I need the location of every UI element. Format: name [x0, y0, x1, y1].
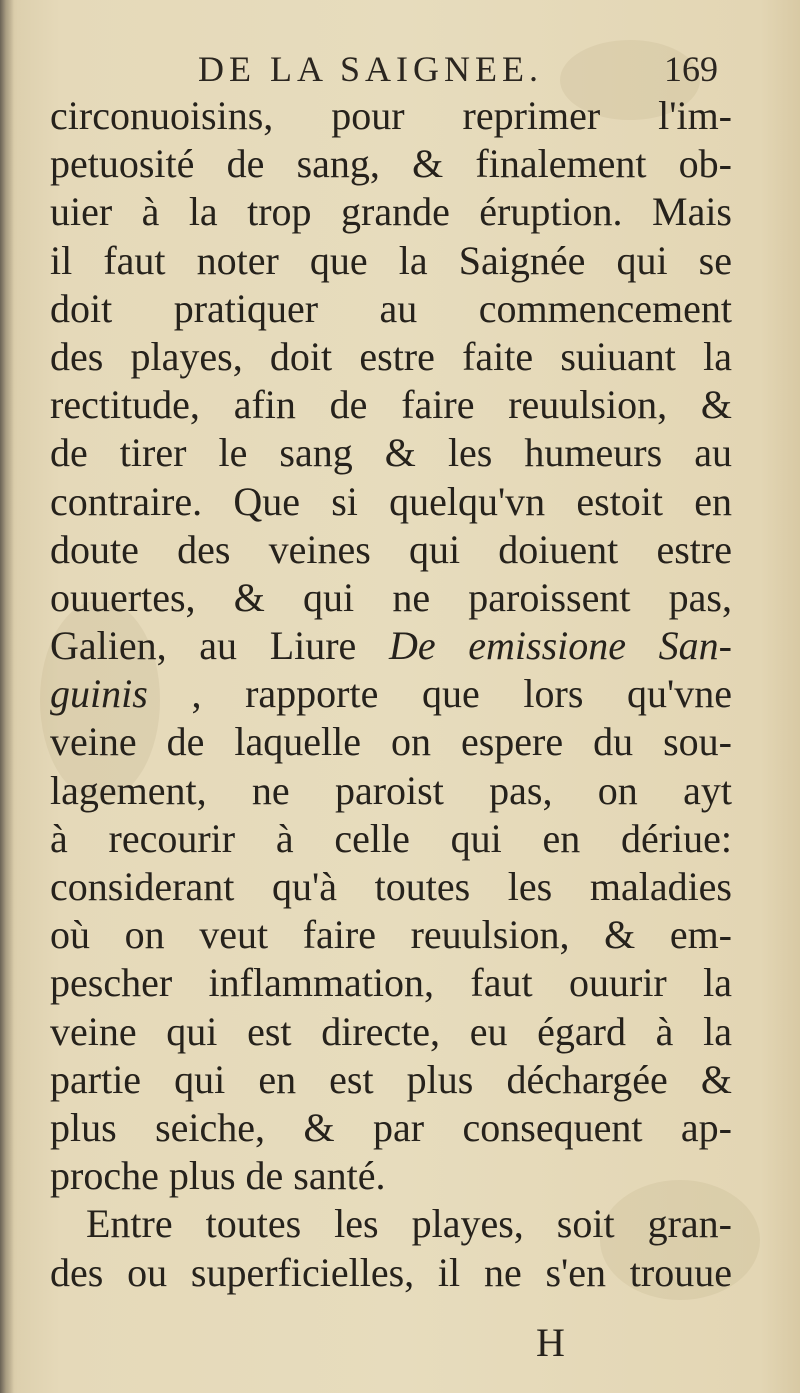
text-line: partie qui en est plus déchargée &	[50, 1056, 732, 1102]
page-header	[0, 44, 800, 94]
text-line: uier à la trop grande éruption. Mais	[50, 189, 732, 235]
text-line: ouuertes, & qui ne paroissent pas,	[50, 574, 732, 620]
page-gutter-shadow	[0, 0, 14, 1393]
text-line: doute des veines qui doiuent estre	[50, 526, 732, 572]
running-head: DE LA SAIGNEE.	[198, 49, 543, 89]
body-text	[50, 92, 732, 1297]
signature-mark: H	[536, 1320, 565, 1365]
text-line: plus seiche, & par consequent ap-	[50, 1104, 732, 1150]
text-line: où on veut faire reuulsion, & em-	[50, 912, 732, 958]
text-line: lagement, ne paroist pas, on ayt	[50, 767, 732, 813]
text-line: proche plus de santé.	[50, 1153, 386, 1199]
paragraph-start-line: Entre toutes les playes, soit gran-	[86, 1201, 732, 1247]
text-line: de tirer le sang & les humeurs au	[50, 430, 732, 476]
text-line: pescher inflammation, faut ouurir la	[50, 960, 732, 1006]
page-number: 169	[664, 49, 718, 89]
text-line-galien	[50, 622, 732, 670]
book-title-italic: guinis	[50, 671, 148, 717]
text-line: veine de laquelle on espere du sou-	[50, 719, 732, 765]
text-line: à recourir à celle qui en dériue:	[50, 815, 732, 861]
text-line: des playes, doit estre faite suiuant la	[50, 333, 732, 379]
text-line: petuosité de sang, & finalement ob-	[50, 141, 732, 187]
book-title-italic: De emissione San-	[388, 623, 732, 669]
text-line: des ou superficielles, il ne s'en trouue	[50, 1249, 732, 1295]
text-line: veine qui est directe, eu égard à la	[50, 1008, 732, 1054]
text-line: il faut noter que la Saignée qui se	[50, 237, 732, 283]
text-line-guinis	[50, 670, 732, 718]
text-segment: , rapporte que lors qu'vne	[147, 671, 732, 717]
text-line: considerant qu'à toutes les maladies	[50, 864, 732, 909]
text-line: contraire. Que si quelqu'vn estoit en	[50, 478, 732, 524]
text-line: circonuoisins, pour reprimer l'im-	[50, 93, 732, 138]
text-segment: Galien, au Liure	[50, 623, 389, 669]
text-line: doit pratiquer au commencement	[50, 285, 732, 331]
text-line: rectitude, afin de faire reuulsion, &	[50, 382, 732, 428]
